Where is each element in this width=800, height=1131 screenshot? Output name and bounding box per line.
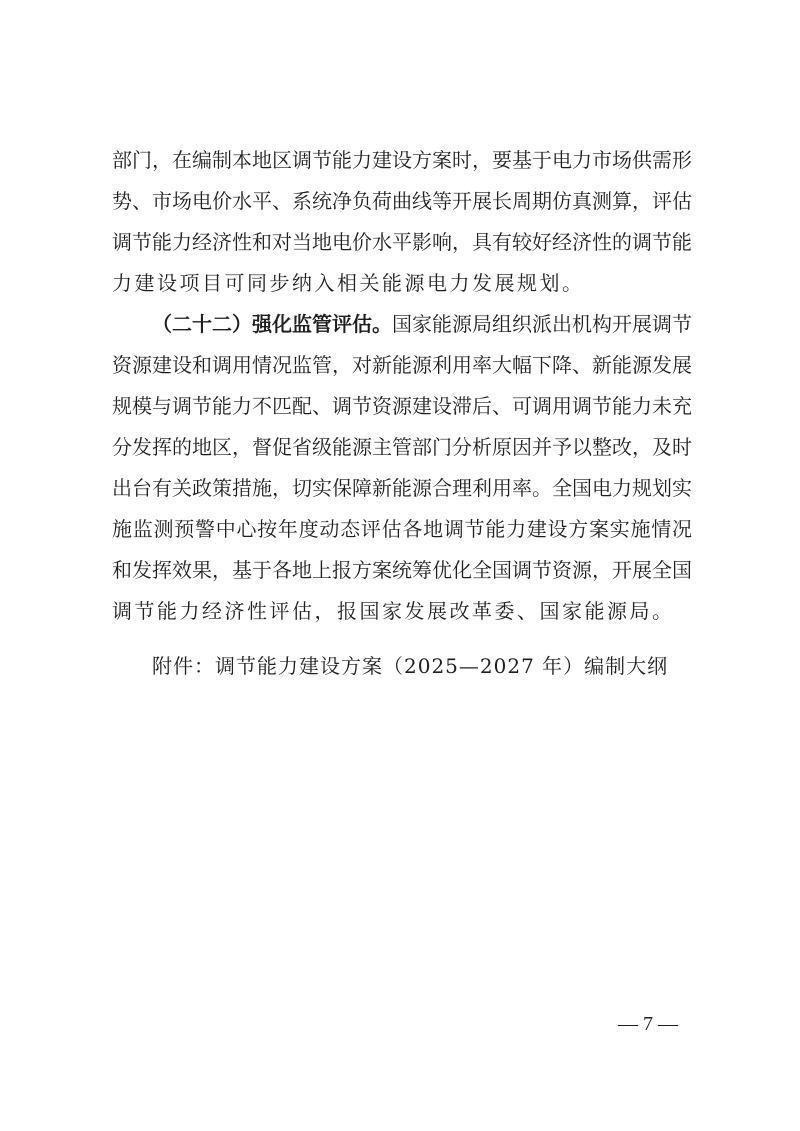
text-line: 势、市场电价水平、系统净负荷曲线等开展长周期仿真测算，评估: [112, 189, 692, 213]
text-line: 部门，在编制本地区调节能力建设方案时，要基于电力市场供需形: [112, 148, 692, 172]
text-line: [152, 304, 692, 344]
attachment-note: 附件：调节能力建设方案（2025—2027 年）编制大纲: [152, 654, 669, 678]
text-line: 调节能力经济性评估，报国家发展改革委、国家能源局。: [112, 599, 675, 623]
text-line: 出台有关政策措施，切实保障新能源合理利用率。全国电力规划实: [112, 476, 692, 500]
text-line: 分发挥的地区，督促省级能源主管部门分析原因并予以整改，及时: [112, 435, 692, 459]
text-line: 和发挥效果，基于各地上报方案统筹优化全国调节资源，开展全国: [112, 558, 692, 582]
text-line: 资源建设和调用情况监管，对新能源利用率大幅下降、新能源发展: [112, 353, 692, 377]
text-line: 力建设项目可同步纳入相关能源电力发展规划。: [112, 271, 585, 295]
section-heading: （二十二）强化监管评估。: [152, 312, 392, 336]
page-number: — 7 —: [618, 1013, 678, 1035]
text-line: 规模与调节能力不匹配、调节资源建设滞后、可调用调节能力未充: [112, 394, 692, 418]
text-line: 调节能力经济性和对当地电价水平影响，具有较好经济性的调节能: [112, 230, 692, 254]
text-span: 国家能源局组织派出机构开展调节: [392, 312, 692, 336]
text-line: 施监测预警中心按年度动态评估各地调节能力建设方案实施情况: [112, 517, 692, 541]
